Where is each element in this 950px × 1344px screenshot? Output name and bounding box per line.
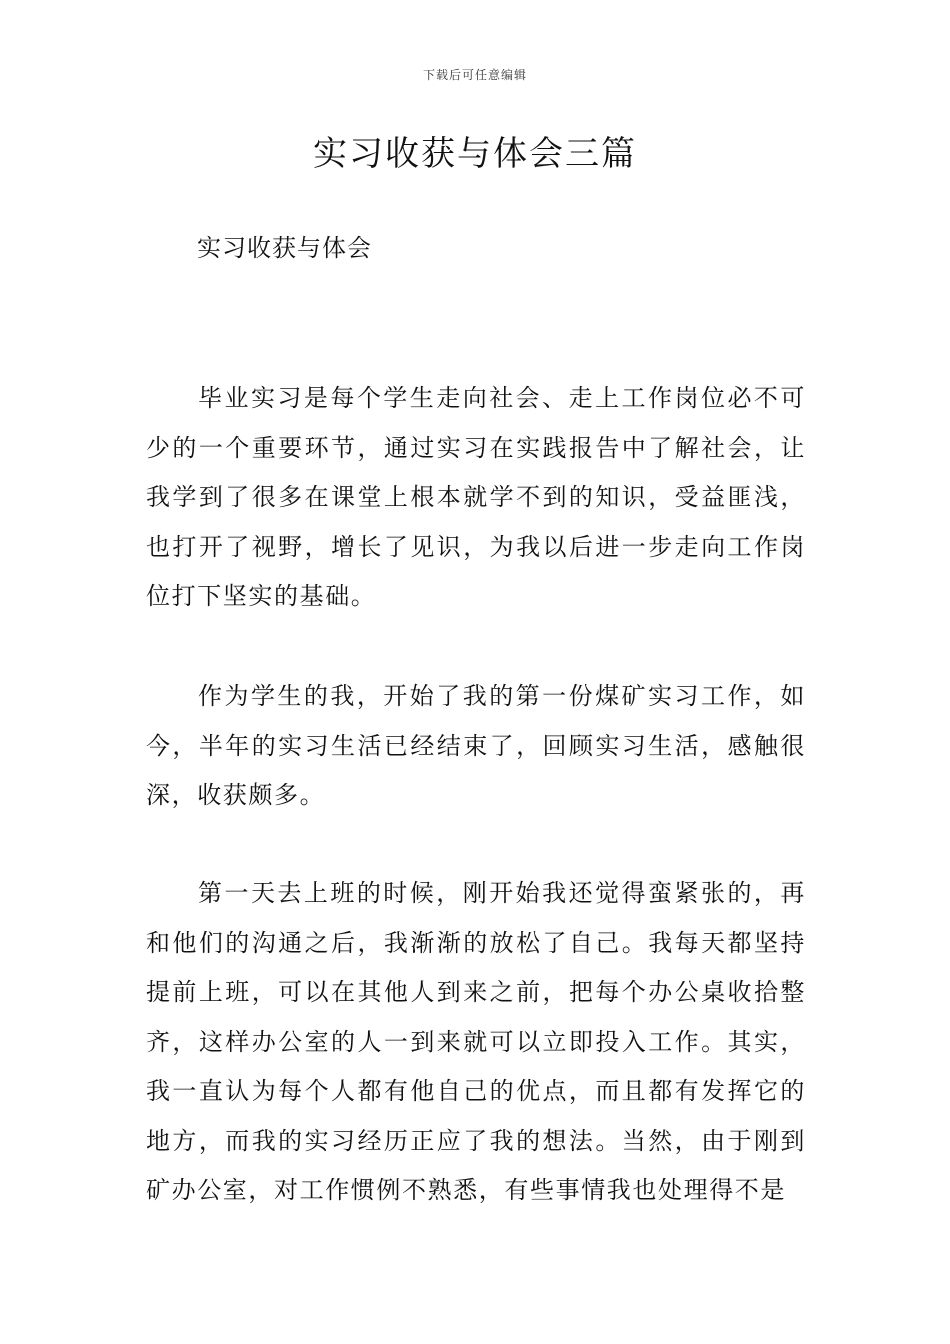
body-paragraph-1: 毕业实习是每个学生走向社会、走上工作岗位必不可少的一个重要环节，通过实习在实践报告中了解社会，让我学到了很多在课堂上根本就学不到的知识，受益匪浅，也打开了视野，增长了见识，为我以后进一步走向工作岗位打下坚实的基础。	[146, 384, 806, 610]
body-paragraph-2: 作为学生的我，开始了我的第一份煤矿实习工作，如今，半年的实习生活已经结束了，回顾实习生活，感触很深，收获颇多。	[146, 682, 806, 809]
section-subheading: 实习收获与体会	[197, 234, 372, 262]
body-paragraph-3: 第一天去上班的时候，刚开始我还觉得蛮紧张的，再和他们的沟通之后，我渐渐的放松了自己。我每天都坚持提前上班，可以在其他人到来之前，把每个办公桌收拾整齐，这样办公室的人一到来就可以立即投入工作。其实，我一直认为每个人都有他自己的优点，而且都有发挥它的地方，而我的实习经历正应了我的想法。当然，由于刚到矿办公室，对工作惯例不熟悉，有些事情我也处理得不是	[146, 879, 806, 1204]
document-title: 实习收获与体会三篇	[313, 134, 637, 174]
header-note: 下载后可任意编辑	[422, 68, 527, 82]
